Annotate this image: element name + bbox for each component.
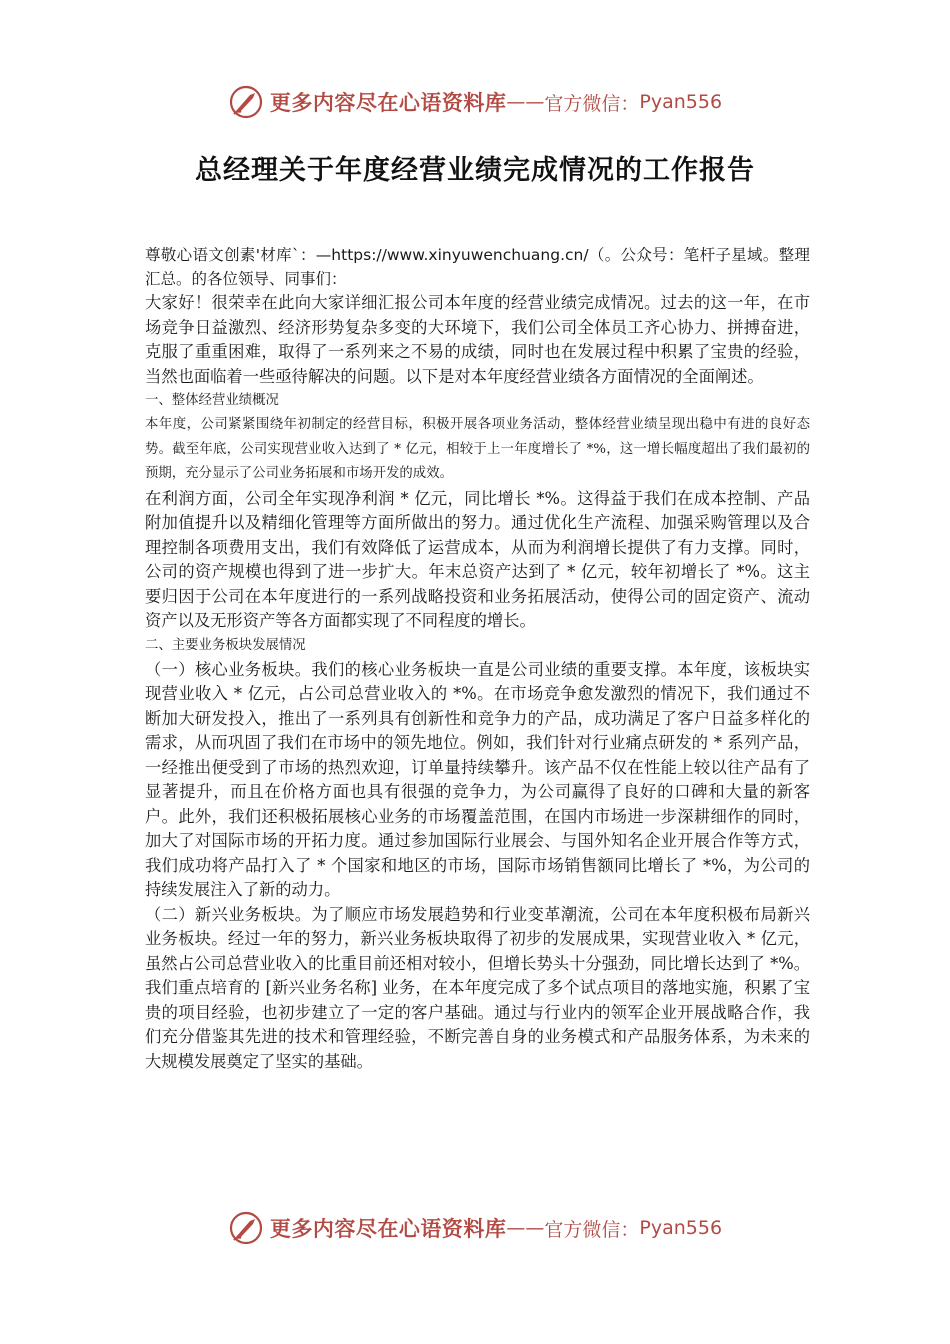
section1-heading: 一、整体经营业绩概况 bbox=[145, 393, 279, 408]
core-business-paragraph: （一）核心业务板块。我们的核心业务板块一直是公司业绩的重要支撑。本年度，该板块实现营业收入 * 亿元，占公司总营业收入的 *%。在市场竞争愈发激烈的情况下，我们通过不断加大研发投入，推出了一系列具有创新性和竞争力的产品，成功满足了客户日益多样化的需求，从而巩固了我们在市场中的领先地位。例如，我们针对行业痛点研发的 * 系列产品，一经推出便受到了市场的热烈欢迎，订单量持续攀升。该产品不仅在性能上较以往产品有了显著提升，而且在价格方面也具有很强的竞争力，为公司赢得了良好的口碑和大量的新客户。此外，我们还积极拓展核心业务的市场覆盖范围，在国内市场进一步深耕细作的同时，加大了对国际市场的开拓力度。通过参加国际行业展会、与国外知名企业开展合作等方式，我们成功将产品打入了 * 个国家和地区的市场，国际市场销售额同比增长了 *%，为公司的持续发展注入了新的动力。 bbox=[145, 659, 810, 899]
emerging-business-paragraph: （二）新兴业务板块。为了顺应市场发展趋势和行业变革潮流，公司在本年度积极布局新兴业务板块。经过一年的努力，新兴业务板块取得了初步的发展成果，实现营业收入 * 亿元，虽然占公司总营业收入的比重目前还相对较小，但增长势头十分强劲，同比增长达到了 *%。我们重点培育的 [新兴业务名称] 业务，在本年度完成了多个试点项目的落地实施，积累了宝贵的项目经验，也初步建立了一定的客户基础。通过与行业内的领军企业开展战略合作，我们充分借鉴其先进的技术和管理经验，不断完善自身的业务模式和产品服务体系，为未来的大规模发展奠定了坚实的基础。 bbox=[145, 904, 810, 1071]
section2-heading: 二、主要业务板块发展情况 bbox=[145, 637, 306, 653]
banner-wechat-id: Pyan556 bbox=[639, 91, 723, 113]
document-body bbox=[145, 243, 810, 1074]
banner-suffix: 官方微信： bbox=[544, 92, 640, 115]
footer-banner-suffix: 官方微信： bbox=[544, 1218, 640, 1241]
section1-paragraph-profit: 在利润方面，公司全年实现净利润 * 亿元，同比增长 *%。这得益于我们在成本控制、产品附加值提升以及精细化管理等方面所做出的努力。通过优化生产流程、加强采购管理以及合理控制各项费用支出，我们有效降低了运营成本，从而为利润增长提供了有力支撑。同时，公司的资产规模也得到了进一步扩大。年末总资产达到了 * 亿元，较年初增长了 *%。这主要归因于公司在本年度进行的一系列战略投资和业务拓展活动，使得公司的固定资产、流动资产以及无形资产等各方面都实现了不同程度的增长。 bbox=[145, 488, 810, 630]
pen-nib-logo-icon bbox=[228, 84, 264, 120]
intro-paragraph: 大家好！很荣幸在此向大家详细汇报公司本年度的经营业绩完成情况。过去的这一年，在市场竞争日益激烈、经济形势复杂多变的大环境下，我们公司全体员工齐心协力、拼搏奋进，克服了重重困难，取得了一系列来之不易的成绩，同时也在发展过程中积累了宝贵的经验，当然也面临着一些亟待解决的问题。以下是对本年度经营业绩各方面情况的全面阐述。 bbox=[145, 293, 810, 386]
footer-banner-text: 更多内容尽在心语资料库 bbox=[269, 1216, 507, 1241]
pen-nib-logo-icon bbox=[228, 1210, 264, 1246]
footer-banner bbox=[0, 1206, 950, 1250]
banner-text: 更多内容尽在心语资料库 bbox=[269, 90, 507, 115]
header-banner bbox=[0, 80, 950, 124]
footer-banner-dash: —— bbox=[506, 1217, 545, 1239]
banner-dash: —— bbox=[506, 91, 545, 113]
greeting: 尊敬心语文创素'材库`：—https://www.xinyuwenchuang.cn/（。公众号：笔杆子星域。整理汇总。的各位领导、同事们： bbox=[145, 246, 810, 288]
section1-paragraph-summary: 本年度，公司紧紧围绕年初制定的经营目标，积极开展各项业务活动，整体经营业绩呈现出稳中有进的良好态势。截至年底，公司实现营业收入达到了 * 亿元，相较于上一年度增长了 *%，这一增长幅度超出了我们最初的预期，充分显示了公司业务拓展和市场开发的成效。 bbox=[145, 417, 810, 481]
footer-banner-wechat-id: Pyan556 bbox=[639, 1217, 723, 1239]
document-title: 总经理关于年度经营业绩完成情况的工作报告 bbox=[195, 155, 755, 186]
